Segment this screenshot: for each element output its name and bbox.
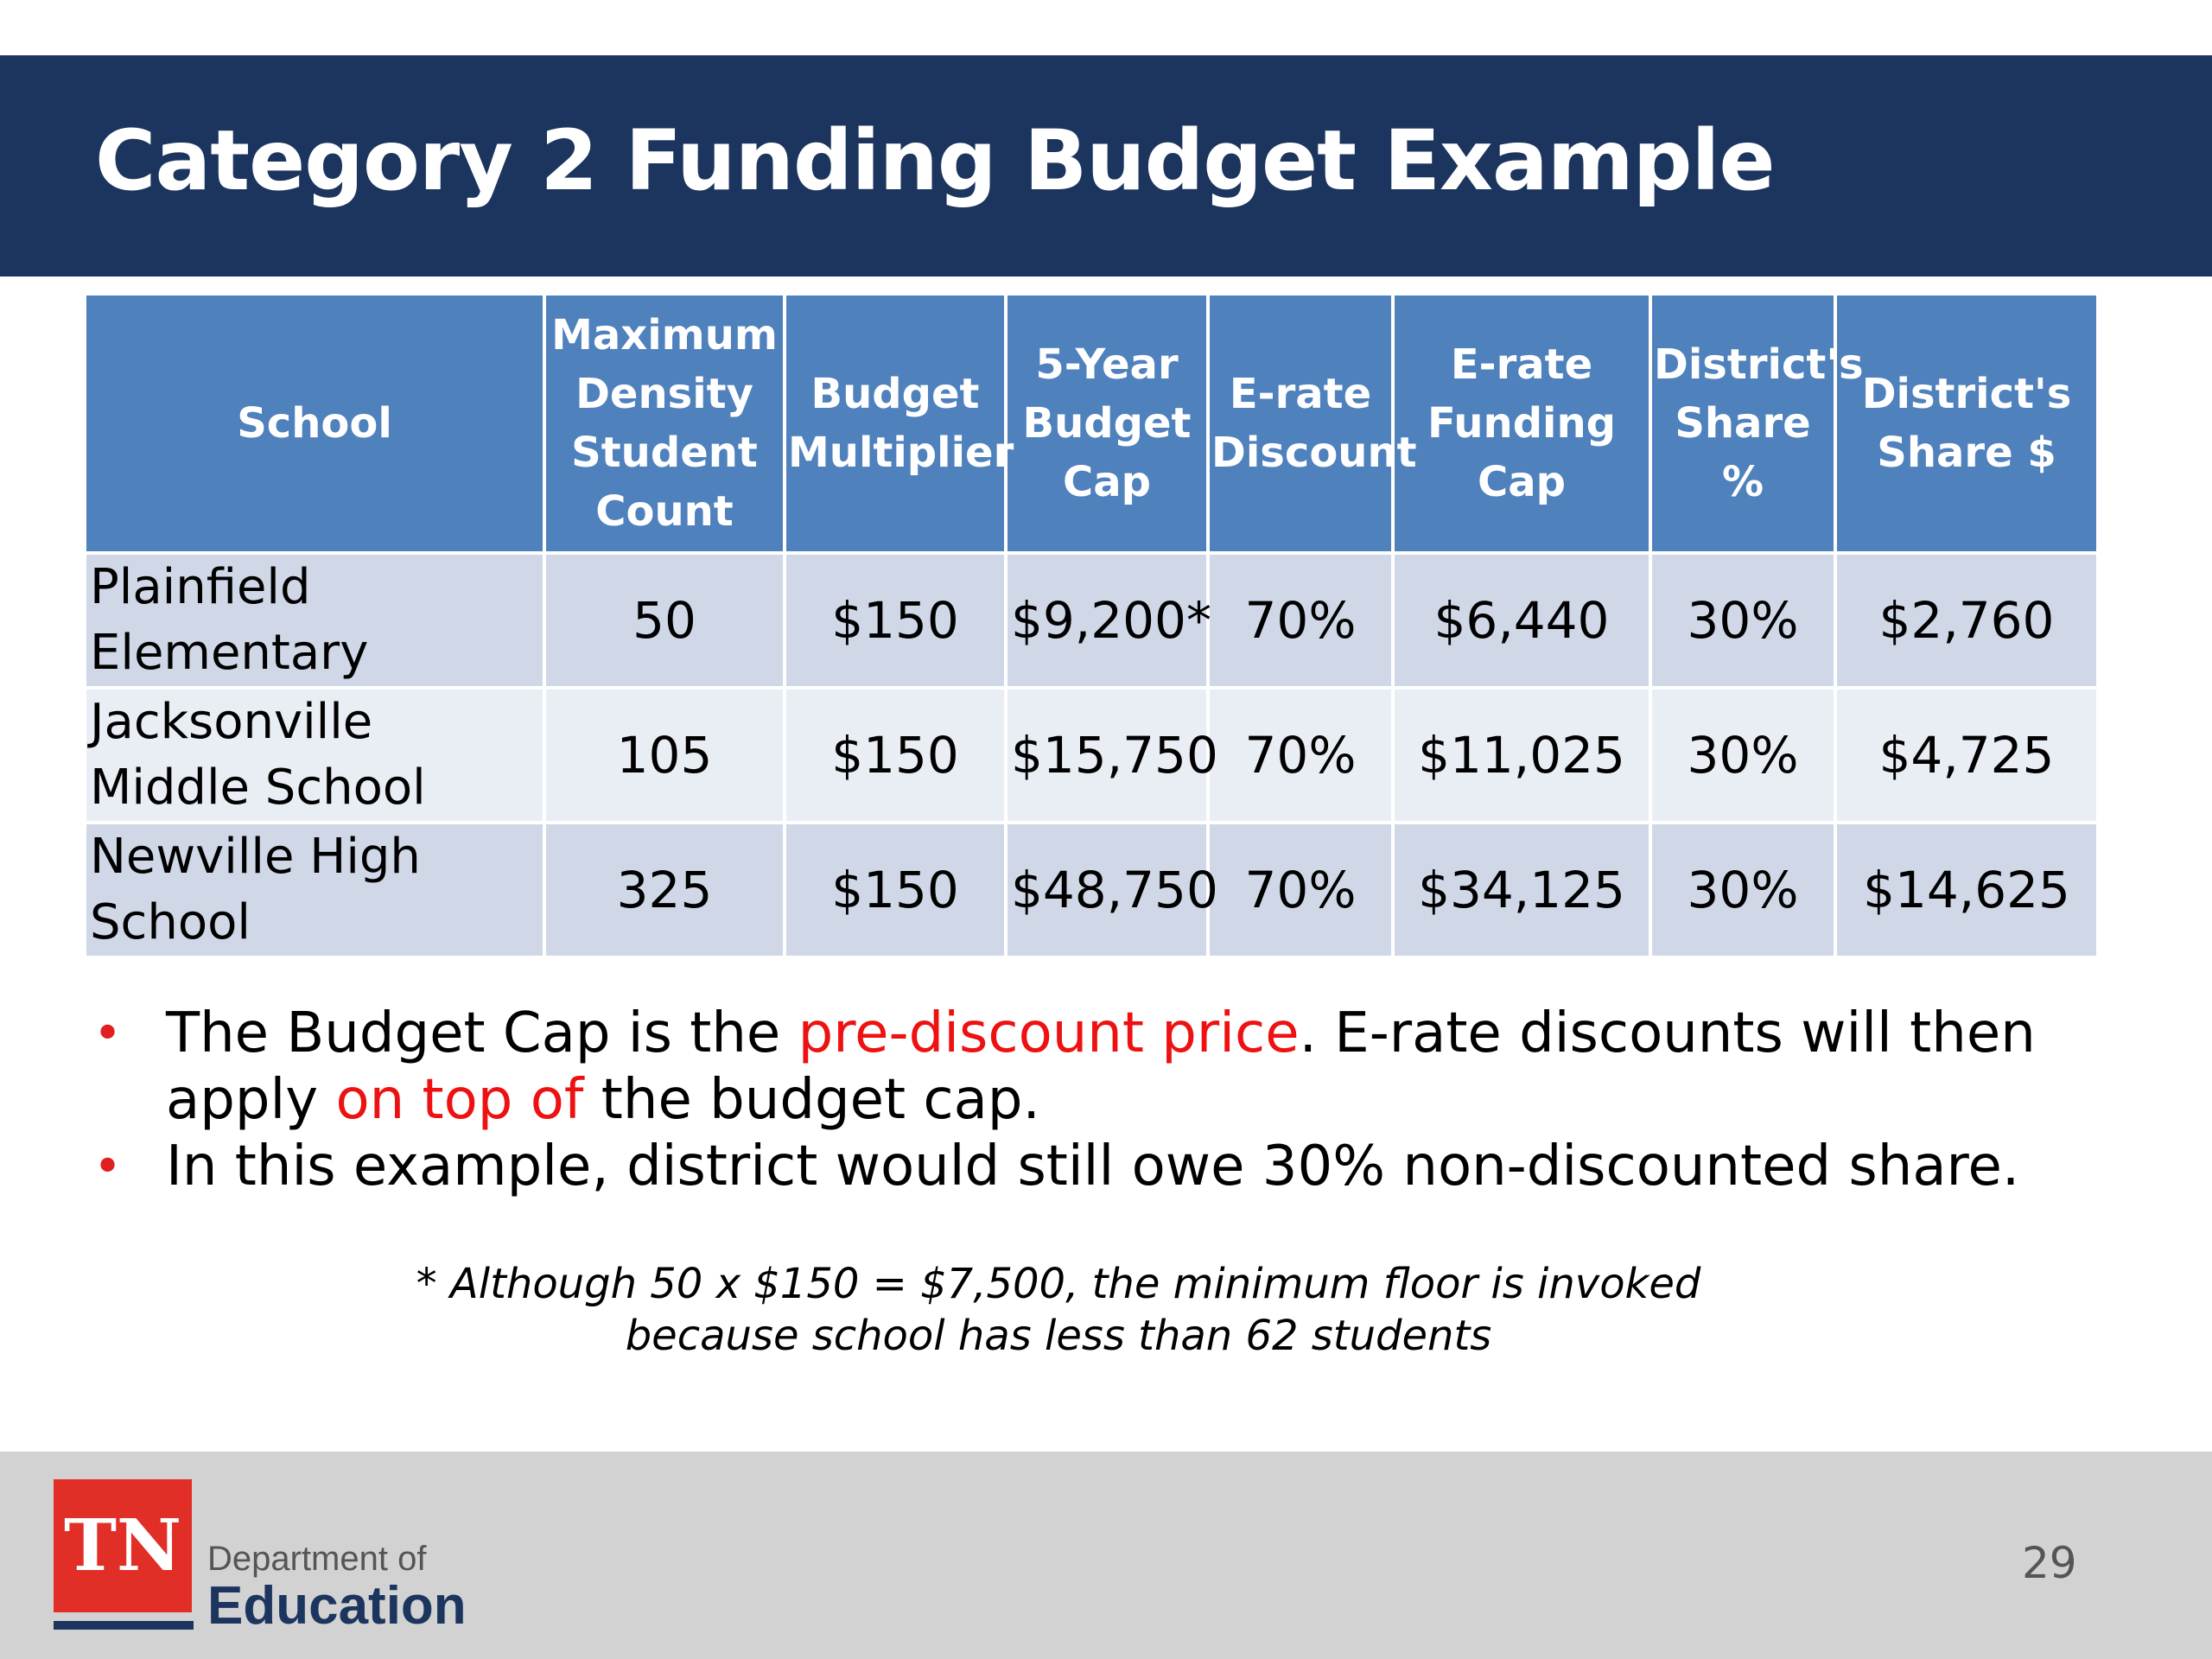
title-bar xyxy=(0,55,2212,276)
cell-student-count: 325 xyxy=(544,823,785,957)
cell-student-count: 50 xyxy=(544,553,785,688)
cell-school: Newville High School xyxy=(85,823,544,957)
cell-school: Plainfield Elementary xyxy=(85,553,544,688)
highlight-text: on top of xyxy=(335,1068,584,1132)
bullet-list xyxy=(83,1001,2070,1200)
page-number: 29 xyxy=(2022,1538,2077,1588)
header-budget-cap: 5-Year Budget Cap xyxy=(1006,294,1208,553)
table-row xyxy=(85,688,2098,823)
cell-student-count: 105 xyxy=(544,688,785,823)
cell-erate-discount: 70% xyxy=(1208,823,1393,957)
cell-erate-funding-cap: $11,025 xyxy=(1393,688,1650,823)
education-label: Education xyxy=(207,1576,467,1636)
cell-district-share-pct: 30% xyxy=(1650,553,1835,688)
department-label: Department of xyxy=(207,1540,427,1578)
header-student-count: Maximum Density Student Count xyxy=(544,294,785,553)
cell-school: Jacksonville Middle School xyxy=(85,688,544,823)
cell-budget-cap: $15,750 xyxy=(1006,688,1208,823)
cell-budget-multiplier: $150 xyxy=(785,688,1006,823)
bullet-dot-icon: • xyxy=(93,1006,123,1062)
table-row xyxy=(85,823,2098,957)
bullet-dot-icon: • xyxy=(93,1139,123,1195)
cell-budget-cap: $9,200* xyxy=(1006,553,1208,688)
cell-district-share-pct: 30% xyxy=(1650,688,1835,823)
cell-erate-funding-cap: $34,125 xyxy=(1393,823,1650,957)
cell-budget-multiplier: $150 xyxy=(785,823,1006,957)
cell-budget-multiplier: $150 xyxy=(785,553,1006,688)
header-district-share-usd: District's Share $ xyxy=(1835,294,2098,553)
bullet-item xyxy=(83,1134,2070,1200)
header-budget-multiplier: Budget Multiplier xyxy=(785,294,1006,553)
cell-erate-discount: 70% xyxy=(1208,688,1393,823)
logo-stripe xyxy=(54,1621,194,1630)
header-school: School xyxy=(85,294,544,553)
cell-budget-cap: $48,750 xyxy=(1006,823,1208,957)
cell-district-share-pct: 30% xyxy=(1650,823,1835,957)
header-district-share-pct: District's Share % xyxy=(1650,294,1835,553)
footnote xyxy=(0,1258,2117,1362)
tn-logo-icon: TN xyxy=(54,1479,192,1612)
table-row xyxy=(85,553,2098,688)
header-erate-funding-cap: E-rate Funding Cap xyxy=(1393,294,1650,553)
budget-table xyxy=(83,292,2100,959)
highlight-text: pre-discount price xyxy=(798,1001,1300,1065)
bullet-text: . E-rate discounts will then apply xyxy=(166,1001,2036,1132)
cell-district-share-usd: $14,625 xyxy=(1835,823,2098,957)
header-erate-discount: E-rate Discount xyxy=(1208,294,1393,553)
bullet-text: the budget cap. xyxy=(583,1068,1040,1132)
cell-erate-funding-cap: $6,440 xyxy=(1393,553,1650,688)
bullet-item xyxy=(83,1001,2070,1134)
slide-title: Category 2 Funding Budget Example xyxy=(95,112,1775,209)
bullet-text: In this example, district would still owe 30% non-discounted share. xyxy=(166,1135,2020,1198)
footnote-line: because school has less than 62 students xyxy=(625,1312,1492,1360)
table-header-row xyxy=(85,294,2098,553)
cell-district-share-usd: $4,725 xyxy=(1835,688,2098,823)
cell-erate-discount: 70% xyxy=(1208,553,1393,688)
bullet-text: The Budget Cap is the xyxy=(166,1001,798,1065)
footnote-line: * Although 50 x $150 = $7,500, the minimum floor is invoked xyxy=(416,1260,1701,1308)
cell-district-share-usd: $2,760 xyxy=(1835,553,2098,688)
footer-bar xyxy=(0,1452,2212,1659)
